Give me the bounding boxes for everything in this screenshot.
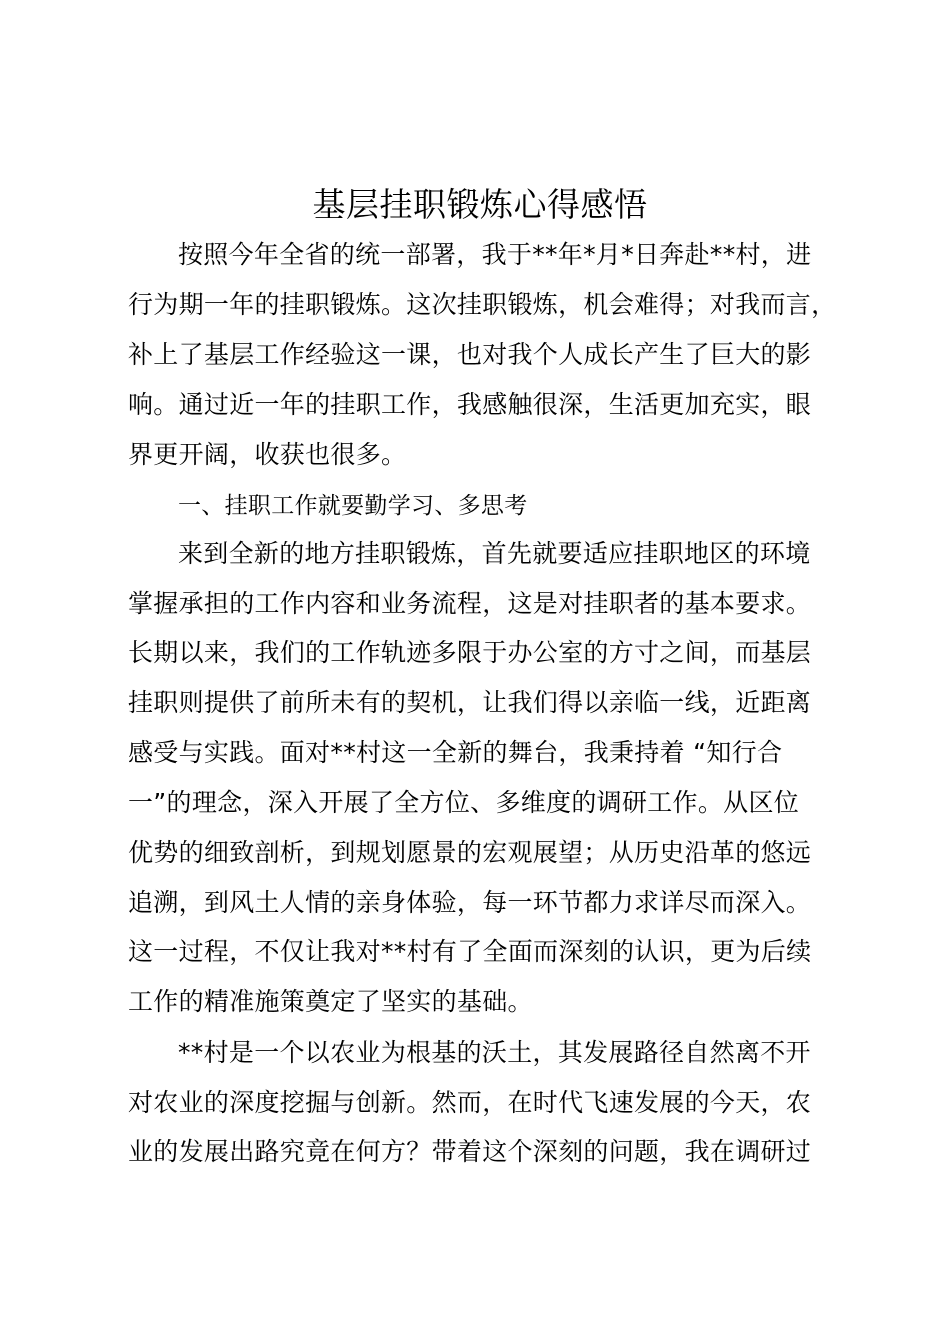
section-heading-1: 一、挂职工作就要勤学习、多思考: [178, 493, 528, 519]
paragraph-2-line-5: 感受与实践。面对**村这一全新的舞台，我秉持着 “知行合: [128, 738, 783, 767]
paragraph-2-line-8: 追溯，到风土人情的亲身体验，每一环节都力求详尽而深入。: [128, 888, 812, 917]
paragraph-1-line-3: 补上了基层工作经验这一课，也对我个人成长产生了巨大的影: [128, 340, 812, 369]
paragraph-1-line-5: 界更开阔，收获也很多。: [128, 440, 407, 469]
paragraph-2-line-1: 来到全新的地方挂职锻炼，首先就要适应挂职地区的环境: [178, 539, 811, 568]
paragraph-2-line-6: 一”的理念，深入开展了全方位、多维度的调研工作。从区位: [128, 788, 800, 817]
paragraph-1-line-1: 按照今年全省的统一部署，我于**年*月*日奔赴**村，进: [178, 240, 812, 269]
paragraph-2-line-4: 挂职则提供了前所未有的契机，让我们得以亲临一线，近距离: [128, 688, 812, 717]
paragraph-2-line-9: 这一过程，不仅让我对**村有了全面而深刻的认识，更为后续: [128, 937, 812, 966]
paragraph-1-line-4: 响。通过近一年的挂职工作，我感触很深，生活更加充实，眼: [128, 390, 812, 419]
document-title: 基层挂职锻炼心得感悟: [312, 185, 648, 224]
paragraph-3-line-1: **村是一个以农业为根基的沃土，其发展路径自然离不开: [178, 1038, 811, 1067]
paragraph-3-line-2: 对农业的深度挖掘与创新。然而，在时代飞速发展的今天，农: [128, 1088, 812, 1117]
paragraph-2-line-3: 长期以来，我们的工作轨迹多限于办公室的方寸之间，而基层: [128, 638, 812, 667]
paragraph-3-line-3: 业的发展出路究竟在何方？带着这个深刻的问题，我在调研过: [128, 1137, 812, 1166]
paragraph-2-line-2: 掌握承担的工作内容和业务流程，这是对挂职者的基本要求。: [128, 589, 812, 618]
paragraph-2-line-7: 优势的细致剖析，到规划愿景的宏观展望；从历史沿革的悠远: [128, 838, 812, 867]
paragraph-1-line-2: 行为期一年的挂职锻炼。这次挂职锻炼，机会难得；对我而言，: [128, 290, 837, 319]
paragraph-2-line-10: 工作的精准施策奠定了坚实的基础。: [128, 987, 533, 1016]
